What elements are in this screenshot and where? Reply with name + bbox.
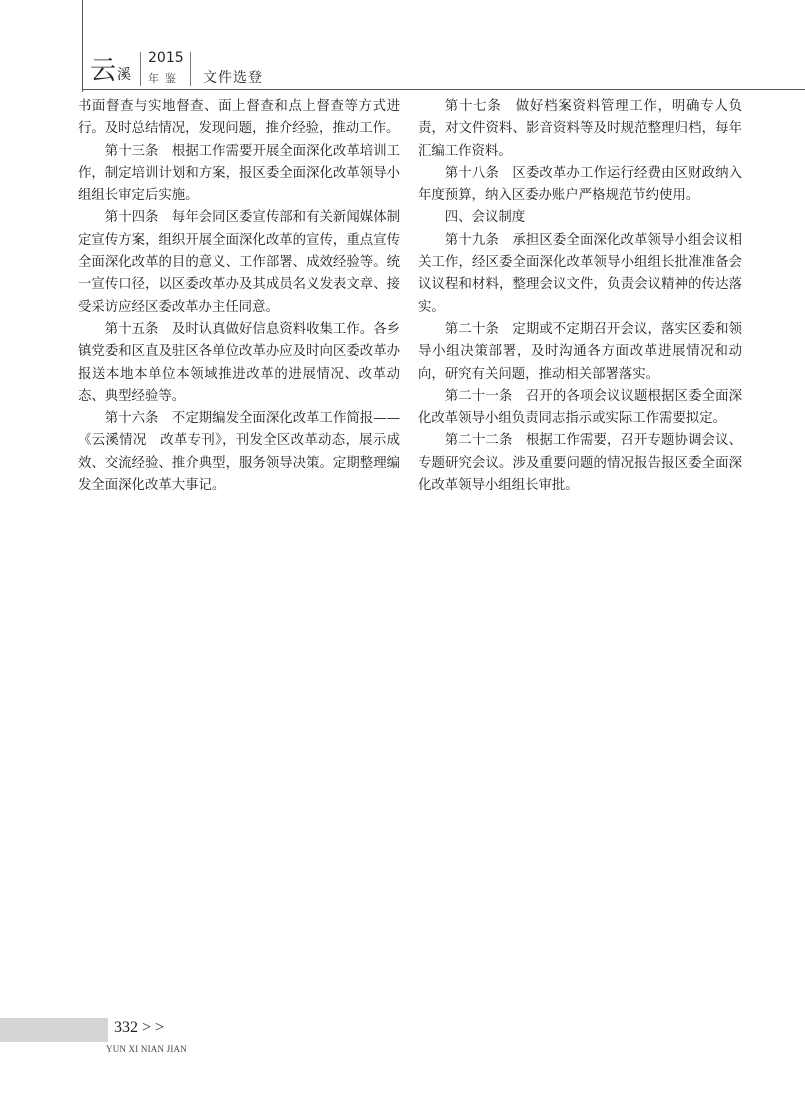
paragraph: 第十八条 区委改革办工作运行经费由区财政纳入年度预算，纳入区委办账户严格规范节约使用。 [418,165,742,204]
header-separator [190,52,191,86]
paragraph: 第二十一条 召开的各项会议议题根据区委全面深化改革领导小组负责同志指示或实际工作需要拟定。 [418,388,742,427]
footer-subtitle: YUN XI NIAN JIAN [106,1044,187,1054]
logo-small-char: 溪 [117,67,132,83]
header-horizontal-rule [82,89,805,90]
footer-bar [0,1018,108,1042]
paragraph: 书面督查与实地督查、面上督查和点上督查等方式进行。及时总结情况，发现问题，推介经验，推动工作。 [78,99,400,137]
header-section-title: 文件选登 [203,70,263,86]
header-vertical-rule [82,0,83,92]
paragraph: 第二十二条 根据工作需要，召开专题协调会议、专题研究会议。涉及重要问题的情况报告报区委全面深化改革领导小组组长审批。 [418,433,742,494]
logo-main-char: 云 [90,56,117,86]
paragraph: 第十六条 不定期编发全面深化改革工作简报——《云溪情况 改革专刊》，刊发全区改革动态，展示成效、交流经验、推介典型，服务领导决策。定期整理编发全面深化改革大事记。 [78,411,400,494]
header-separator [140,52,141,86]
page-number: 332 > > [114,1019,165,1036]
header-year: 2015 [148,50,184,66]
section-heading: 四、会议制度 [444,210,526,226]
left-column [78,96,400,497]
paragraph: 第十九条 承担区委全面深化改革领导小组会议相关工作，经区委全面深化改革领导小组组长批准准备会议议程和材料，整理会议文件，负责会议精神的传达落实。 [418,232,742,315]
paragraph: 第十四条 每年会同区委宣传部和有关新闻媒体制定宣传方案，组织开展全面深化改革的宣传，重点宣传全面深化改革的目的意义、工作部署、成效经验等。统一宣传口径，以区委改革办及其成员名义发表文章、接受采访应经区委改革办主任同意。 [78,210,400,315]
paragraph: 第二十条 定期或不定期召开会议，落实区委和领导小组决策部署，及时沟通各方面改革进展情况和动向，研究有关问题，推动相关部署落实。 [418,321,742,382]
header-yearbook-label: 年鉴 [148,72,182,85]
paragraph: 第十五条 及时认真做好信息资料收集工作。各乡镇党委和区直及驻区各单位改革办应及时向区委改革办报送本地本单位本领域推进改革的进展情况、改革动态、典型经验等。 [78,321,400,404]
right-column [418,96,742,497]
header-logo [90,58,131,88]
paragraph: 第十三条 根据工作需要开展全面深化改革培训工作，制定培训计划和方案，报区委全面深化改革领导小组组长审定后实施。 [78,143,400,204]
paragraph: 第十七条 做好档案资料管理工作，明确专人负责，对文件资料、影音资料等及时规范整理归档，每年汇编工作资料。 [418,99,742,159]
